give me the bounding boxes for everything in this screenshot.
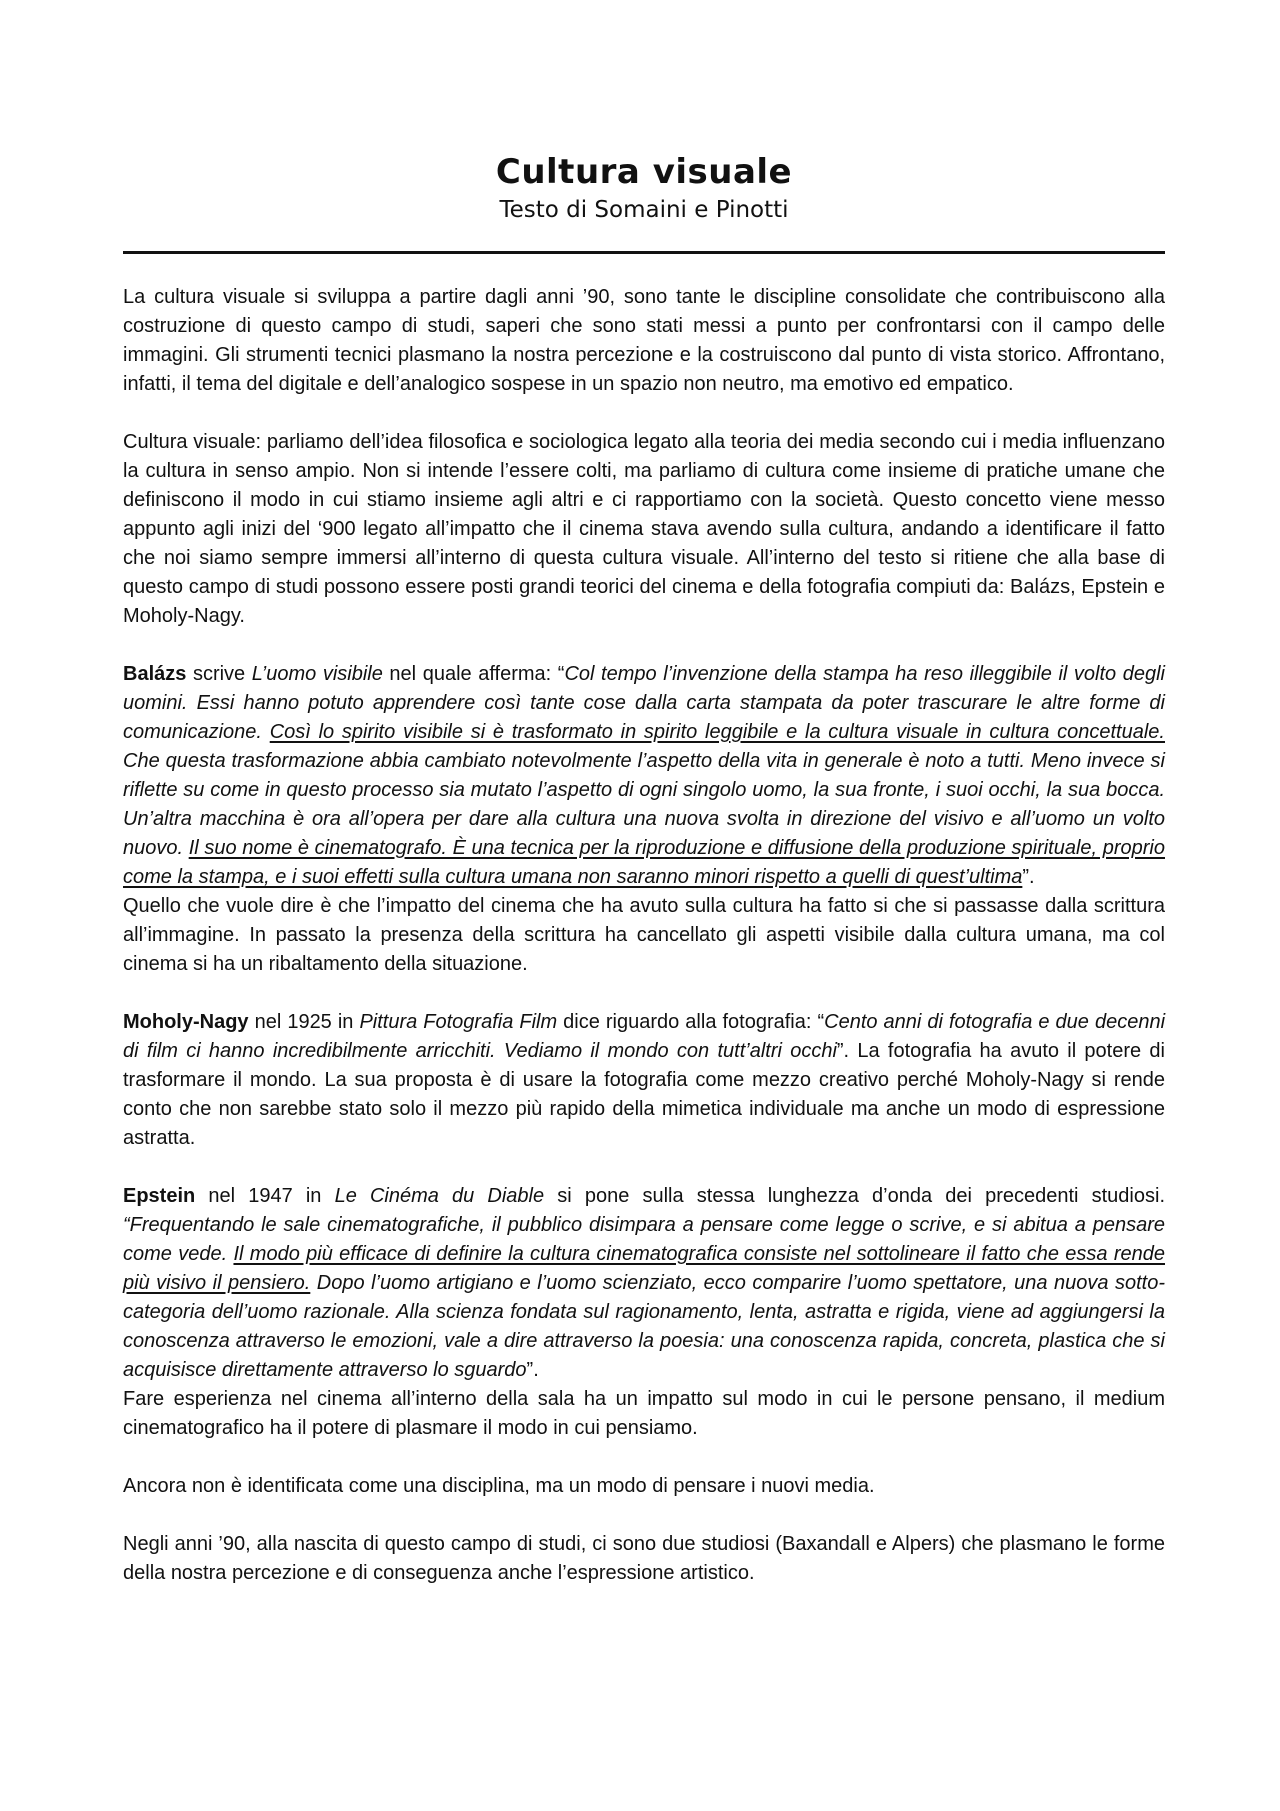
quote-run: Che questa trasformazione abbia cambiato notevolmente l’aspetto della vita in generale è noto a tutti. Meno invece si riflette su come in questo processo sia mutato l’aspetto di ogni singolo uomo, la sua fronte, i suoi occhi, la sua bocca. Un’altra macchina è ora all’opera per dare alla cultura una nuova svolta in direzione del visivo e all’uomo un volto nuovo. <box>123 750 1165 859</box>
text-run: nel 1925 in <box>248 1011 360 1033</box>
document-subtitle: Testo di Somaini e Pinotti <box>499 197 789 223</box>
paragraph-spacer <box>123 631 1165 660</box>
text-run: si pone sulla stessa lunghezza d’onda dei precedenti studiosi. <box>544 1185 1165 1207</box>
text-run: dice riguardo alla fotografia: “ <box>557 1011 825 1033</box>
paragraph-epstein <box>123 1182 1165 1385</box>
text-run: ”. La fotografia ha avuto il potere di trasformare il mondo. La sua proposta è di usare la fotografia come mezzo creativo perché Moholy-Nagy si rende conto che non sarebbe stato solo il mezzo più rapido della mimetica individuale ma anche un modo di espressione astratta. <box>123 1040 1165 1149</box>
quote-underlined: Il modo più efficace di definire la cultura cinematografica consiste nel sottolineare il fatto che essa rende più visivo il pensiero. <box>123 1243 1165 1294</box>
paragraph-intro: La cultura visuale si sviluppa a partire dagli anni ’90, sono tante le discipline consolidate che contribuiscono alla costruzione di questo campo di studi, saperi che sono stati messi a punto per confrontarsi con il campo delle immagini. Gli strumenti tecnici plasmano la nostra percezione e la costruiscono dal punto di vista storico. Affrontano, infatti, il tema del digitale e dell’analogico sospese in un spazio non neutro, ma emotivo ed empatico. <box>123 286 1165 395</box>
text-run: nel 1947 in <box>195 1185 335 1207</box>
text-run: ”. <box>526 1359 539 1381</box>
author-epstein: Epstein <box>123 1185 196 1207</box>
book-title-moholy-nagy: Pittura Fotografia Film <box>359 1011 558 1033</box>
paragraph-definition: Cultura visuale: parliamo dell’idea filosofica e sociologica legato alla teoria dei media secondo cui i media influenzano la cultura in senso ampio. Non si intende l’essere colti, ma parliamo di cultura come insieme di pratiche umane che definiscono il modo in cui stiamo insieme agli altri e ci rapportiamo con la società. Questo concetto viene messo appunto agli inizi del ‘900 legato all’impatto che il cinema stava avendo sulla cultura, andando a identificare il fatto che noi siamo sempre immersi all’interno di questa cultura visuale. All’interno del testo si ritiene che alla base di questo campo di studi possono essere posti grandi teorici del cinema e della fotografia compiuti da: Balázs, Epstein e Moholy-Nagy. <box>123 431 1165 627</box>
paragraph-epstein-commentary: Fare esperienza nel cinema all’interno della sala ha un impatto sul modo in cui le persone pensano, il medium cinematografico ha il potere di plasmare il modo in cui pensiamo. <box>123 1388 1165 1439</box>
paragraph-balazs-commentary: Quello che vuole dire è che l’impatto del cinema che ha avuto sulla cultura ha fatto si che si passasse dalla scrittura all’immagine. In passato la presenza della scrittura ha cancellato gli aspetti visibile dalla cultura umana, ma col cinema si ha un ribaltamento della situazione. <box>123 895 1165 975</box>
book-title-balazs: L’uomo visibile <box>251 663 383 685</box>
document-body <box>123 283 1165 1588</box>
author-balazs: Balázs <box>123 663 187 685</box>
author-moholy-nagy: Moholy-Nagy <box>123 1011 249 1033</box>
quote-underlined: Il suo nome è cinematografo. È una tecnica per la riproduzione e diffusione della produzione spirituale, proprio come la stampa, e i suoi effetti sulla cultura umana non saranno minori rispetto a quelli di quest’ultima <box>123 837 1165 888</box>
paragraph-spacer <box>123 399 1165 428</box>
paragraph-spacer <box>123 1153 1165 1182</box>
text-run: ”. <box>1022 866 1035 888</box>
quote-run: Dopo l’uomo artigiano e l’uomo scienziato, ecco comparire l’uomo spettatore, una nuova sotto-categoria dell’uomo razionale. Alla scienza fondata sul ragionamento, lenta, astratta e rigida, viene ad aggiungersi la conoscenza attraverso le emozioni, vale a dire attraverso la poesia: una conoscenza rapida, concreta, plastica che si acquisisce direttamente attraverso lo sguardo <box>123 1272 1165 1381</box>
paragraph-spacer <box>123 1443 1165 1472</box>
header-divider <box>123 251 1165 254</box>
text-run: scrive <box>186 663 252 685</box>
document-header <box>123 150 1165 225</box>
paragraph-discipline: Ancora non è identificata come una disciplina, ma un modo di pensare i nuovi media. <box>123 1475 875 1497</box>
quote-run: “Frequentando le sale cinematografiche, il pubblico disimpara a pensare come legge o scrive, e si abitua a pensare come vede. <box>123 1214 1165 1265</box>
paragraph-moholy-nagy <box>123 1008 1165 1153</box>
book-title-epstein: Le Cinéma du Diable <box>334 1185 545 1207</box>
paragraph-balazs <box>123 660 1165 892</box>
quote-run: Col tempo l’invenzione della stampa ha reso illeggibile il volto degli uomini. Essi hanno potuto apprendere così tante cose dalla carta stampata da poter trascurare le altre forme di comunicazione. <box>123 663 1165 743</box>
quote-run: Cento anni di fotografia e due decenni di film ci hanno incredibilmente arricchiti. Vediamo il mondo con tutt’altri occhi <box>123 1011 1166 1062</box>
text-run: nel quale afferma: “ <box>382 663 565 685</box>
quote-underlined: Così lo spirito visibile si è trasformato in spirito leggibile e la cultura visuale in cultura concettuale. <box>269 721 1165 743</box>
paragraph-spacer <box>123 1501 1165 1530</box>
document-title: Cultura visuale <box>495 152 793 192</box>
paragraph-spacer <box>123 979 1165 1008</box>
paragraph-baxandall-alpers: Negli anni ’90, alla nascita di questo campo di studi, ci sono due studiosi (Baxandall e Alpers) che plasmano le forme della nostra percezione e di conseguenza anche l’espressione artistico. <box>123 1533 1165 1584</box>
